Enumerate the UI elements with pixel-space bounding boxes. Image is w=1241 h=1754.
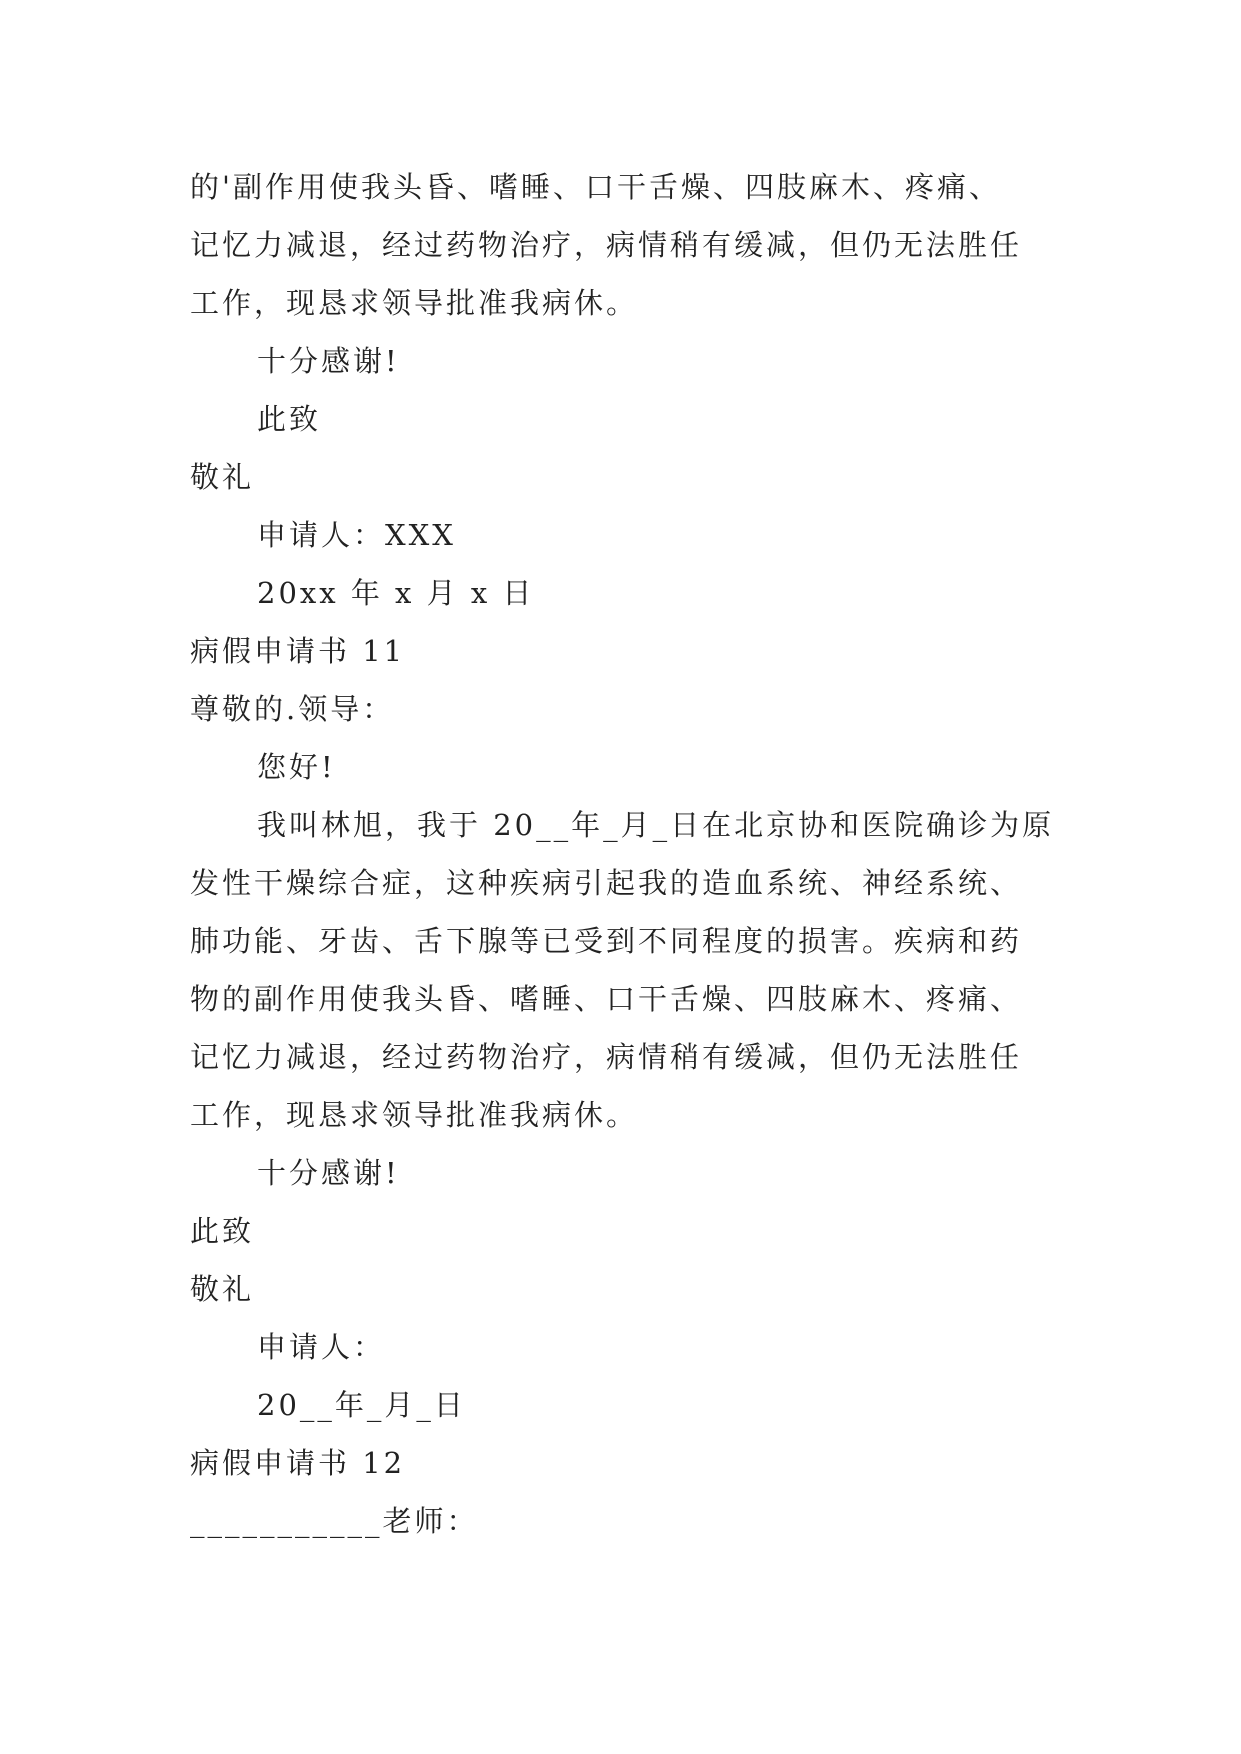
body-line-3: 肺功能、牙齿、舌下腺等已受到不同程度的损害。疾病和药 [190, 924, 1023, 958]
closing-jingli-2: 敬礼 [190, 1272, 255, 1306]
document-body [190, 158, 1060, 1550]
text-line-2: 记忆力减退，经过药物治疗，病情稍有缓减，但仍无法胜任 [190, 228, 1023, 262]
date-line-1: 20xx 年 x 月 x 日 [257, 576, 535, 610]
closing-cizhi-2: 此致 [190, 1214, 255, 1248]
applicant-line-2: 申请人： [257, 1330, 386, 1364]
text-line-1: 的'副作用使我头昏、嗜睡、口干舌燥、四肢麻木、疼痛、 [190, 170, 1001, 204]
closing-cizhi-1: 此致 [257, 402, 322, 436]
body-line-2: 发性干燥综合症，这种疾病引起我的造血系统、神经系统、 [190, 866, 1023, 900]
closing-jingli-1: 敬礼 [190, 460, 255, 494]
text-line-3: 工作，现恳求领导批准我病休。 [190, 286, 639, 320]
body-line-4: 物的副作用使我头昏、嗜睡、口干舌燥、四肢麻木、疼痛、 [190, 982, 1023, 1016]
greeting-line: 您好! [257, 750, 336, 784]
thanks-line-2: 十分感谢! [257, 1156, 400, 1190]
thanks-line-1: 十分感谢! [257, 344, 400, 378]
applicant-line-1: 申请人：XXX [257, 518, 456, 552]
body-line-6: 工作，现恳求领导批准我病休。 [190, 1098, 639, 1132]
section-heading-12: 病假申请书 12 [190, 1446, 406, 1480]
body-line-1: 我叫林旭，我于 20__年_月_日在北京协和医院确诊为原 [257, 808, 1055, 842]
body-line-5: 记忆力减退，经过药物治疗，病情稍有缓减，但仍无法胜任 [190, 1040, 1023, 1074]
teacher-salutation: ___________老师： [190, 1504, 479, 1538]
salutation-line: 尊敬的.领导： [190, 692, 395, 726]
section-heading-11: 病假申请书 11 [190, 634, 406, 668]
date-line-2: 20__年_月_日 [257, 1388, 466, 1422]
